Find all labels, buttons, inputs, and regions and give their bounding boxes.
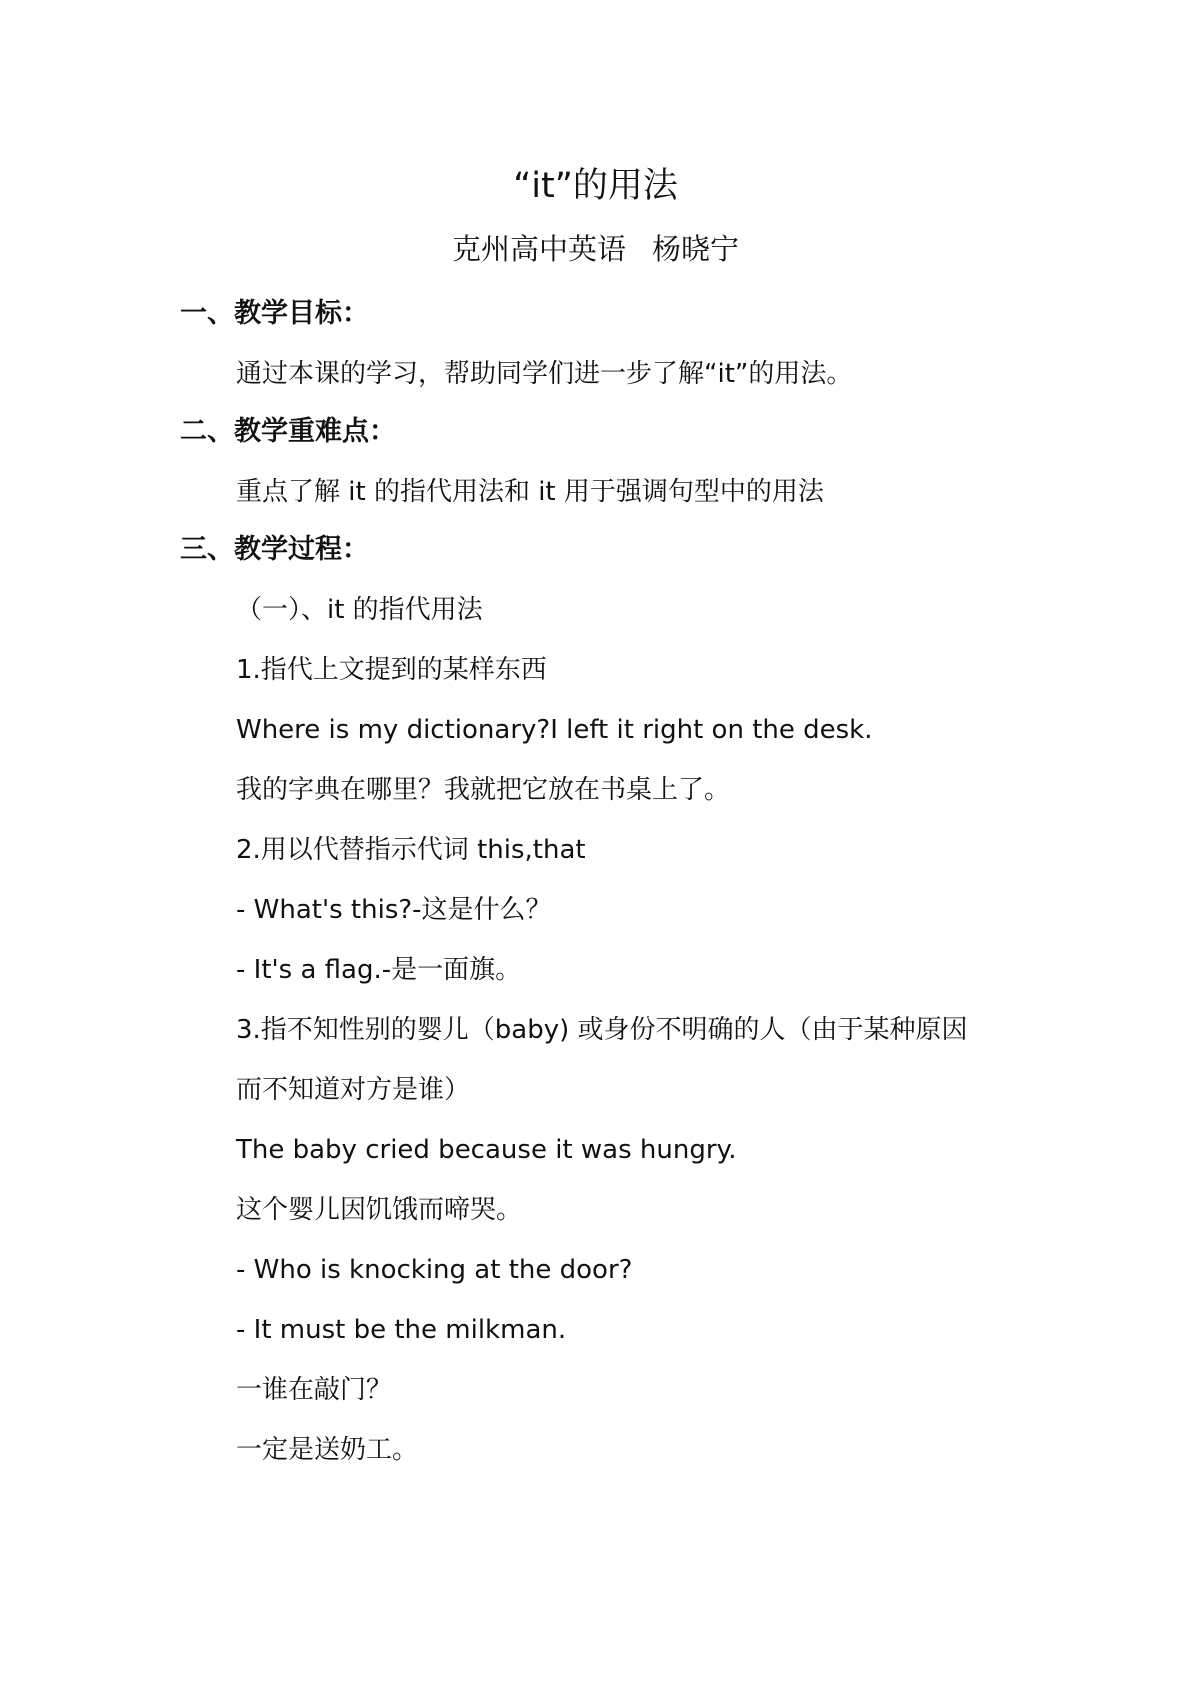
process-line: Where is my dictionary?I left it right on the desk. bbox=[236, 715, 873, 745]
process-line: 一定是送奶工。 bbox=[236, 1435, 419, 1465]
process-line: 1.指代上文提到的某样东西 bbox=[236, 655, 547, 685]
process-line: 一谁在敲门？ bbox=[236, 1375, 393, 1405]
process-line: 而不知道对方是谁） bbox=[236, 1075, 471, 1105]
process-line: The baby cried because it was hungry. bbox=[236, 1135, 737, 1165]
section-heading-process: 三、教学过程： bbox=[180, 534, 369, 565]
process-line: 2.用以代替指示代词 this,that bbox=[236, 835, 586, 865]
objectives-text: 通过本课的学习，帮助同学们进一步了解“it”的用法。 bbox=[236, 359, 853, 389]
key-points-text: 重点了解 it 的指代用法和 it 用于强调句型中的用法 bbox=[236, 477, 824, 507]
author-name: 杨晓宁 bbox=[652, 232, 740, 266]
process-line: - Who is knocking at the door? bbox=[236, 1255, 633, 1285]
process-subheading: （一）、it 的指代用法 bbox=[236, 595, 483, 625]
author-school: 克州高中英语 bbox=[451, 232, 626, 266]
author-line bbox=[0, 230, 1191, 268]
process-line: - It must be the milkman. bbox=[236, 1315, 567, 1345]
process-line: 这个婴儿因饥饿而啼哭。 bbox=[236, 1195, 523, 1225]
process-line: - What's this?-这是什么？ bbox=[236, 895, 552, 925]
section-heading-objectives: 一、教学目标： bbox=[180, 298, 369, 329]
process-line: - It's a flag.-是一面旗。 bbox=[236, 955, 522, 985]
document-title: “it”的用法 bbox=[513, 166, 678, 206]
section-heading-key-points: 二、教学重难点： bbox=[180, 416, 396, 447]
process-line: 3.指不知性别的婴儿（baby) 或身份不明确的人（由于某种原因 bbox=[236, 1015, 968, 1045]
process-line: 我的字典在哪里？我就把它放在书桌上了。 bbox=[236, 775, 731, 805]
